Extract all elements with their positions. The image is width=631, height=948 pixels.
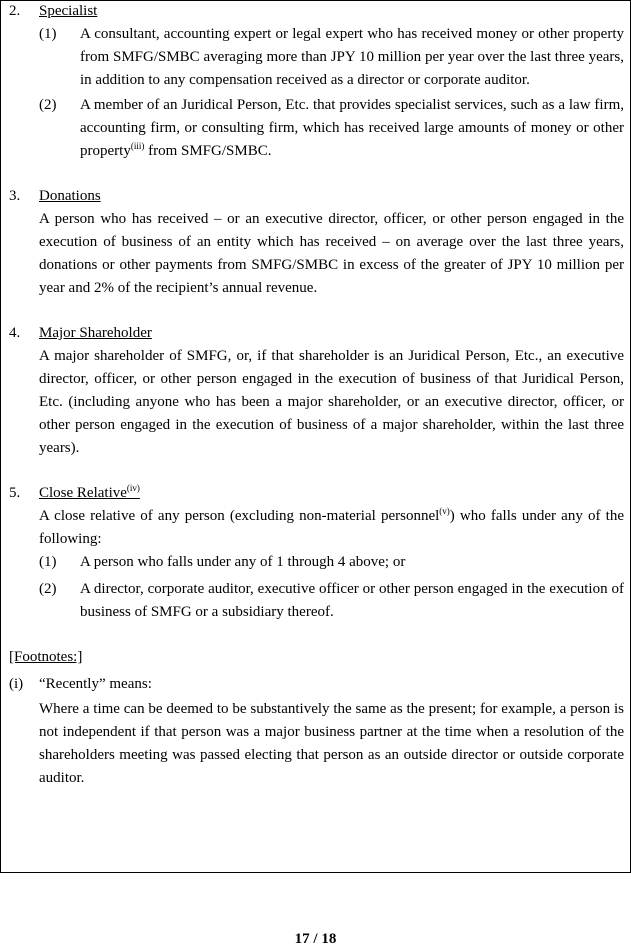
section-2-heading (9, 0, 624, 23)
item-number: (2) (39, 581, 57, 597)
section-title-text: Close Relative (39, 485, 127, 501)
item-number: (2) (39, 97, 57, 113)
list-item (9, 94, 624, 163)
footnote-ref: (iii) (130, 141, 145, 151)
footnotes-heading (9, 646, 624, 669)
section-title (39, 485, 140, 501)
section-3-paragraph: A person who has received – or an executive director, officer, or other person engaged in the execution of business of an entity which has received – on average over the last three years, donations or other payments from SMFG/SMBC in excess of the greater of JPY 10 million per year and 2% of the recipient’s annual revenue. (39, 211, 624, 296)
page-number: 17 / 18 (294, 931, 337, 947)
section-5-paragraph (39, 505, 624, 551)
item-number: (1) (39, 554, 57, 570)
list-item (9, 551, 624, 574)
item-text: A consultant, accounting expert or legal expert who has received money or other property from SMFG/SMBC averaging more than JPY 10 million per year over the last three years, in addition to any compensation received as a director or corporate auditor. (80, 26, 624, 88)
section-title: Major Shareholder (39, 325, 152, 341)
section-3-heading (9, 185, 624, 208)
item-text-end: from SMFG/SMBC. (144, 143, 272, 159)
document-body (9, 0, 624, 790)
footnote-ref: (v) (439, 506, 450, 516)
footnotes-label: [Footnotes:] (9, 649, 83, 665)
item-text: A director, corporate auditor, executive officer or other person engaged in the execution of business of SMFG or a subsidiary thereof. (80, 581, 624, 620)
section-4-heading (9, 322, 624, 345)
footnote-number: (i) (9, 676, 24, 692)
item-text: A member of an Juridical Person, Etc. that provides specialist services, such as a law firm, accounting firm, or consulting firm, which has received large amounts of money or other property (80, 97, 624, 159)
section-number: 4. (9, 325, 21, 341)
list-item (9, 578, 624, 624)
paragraph-text: A close relative of any person (excluding non-material personnel (39, 508, 440, 524)
section-number: 3. (9, 188, 21, 204)
footnote-term: “Recently” means: (39, 676, 152, 692)
list-item (9, 23, 624, 92)
section-5-heading (9, 482, 624, 505)
item-number: (1) (39, 26, 57, 42)
section-4-paragraph: A major shareholder of SMFG, or, if that shareholder is an Juridical Person, Etc., an executive director, officer, or other person engaged in the execution of business of that Juridical Person, Etc. (including anyone who has been a major shareholder, or an executive director, officer, or other person engaged in the execution of business of a major shareholder, within the last three years). (39, 348, 624, 456)
paragraph-text-end: ) who falls under any of the following: (39, 508, 624, 547)
section-title: Specialist (39, 3, 98, 19)
section-title: Donations (39, 188, 101, 204)
footnote-item (9, 673, 624, 696)
section-number: 5. (9, 485, 21, 501)
section-number: 2. (9, 3, 21, 19)
item-text: A person who falls under any of 1 through 4 above; or (80, 554, 406, 570)
footnote-ref: (iv) (126, 483, 140, 493)
footnote-text: Where a time can be deemed to be substantively the same as the present; for example, a person is not independent if that person was a major business partner at the time when a resolution of the shareholders meeting was passed electing that person as an outside director or outside corporate auditor. (39, 701, 624, 786)
